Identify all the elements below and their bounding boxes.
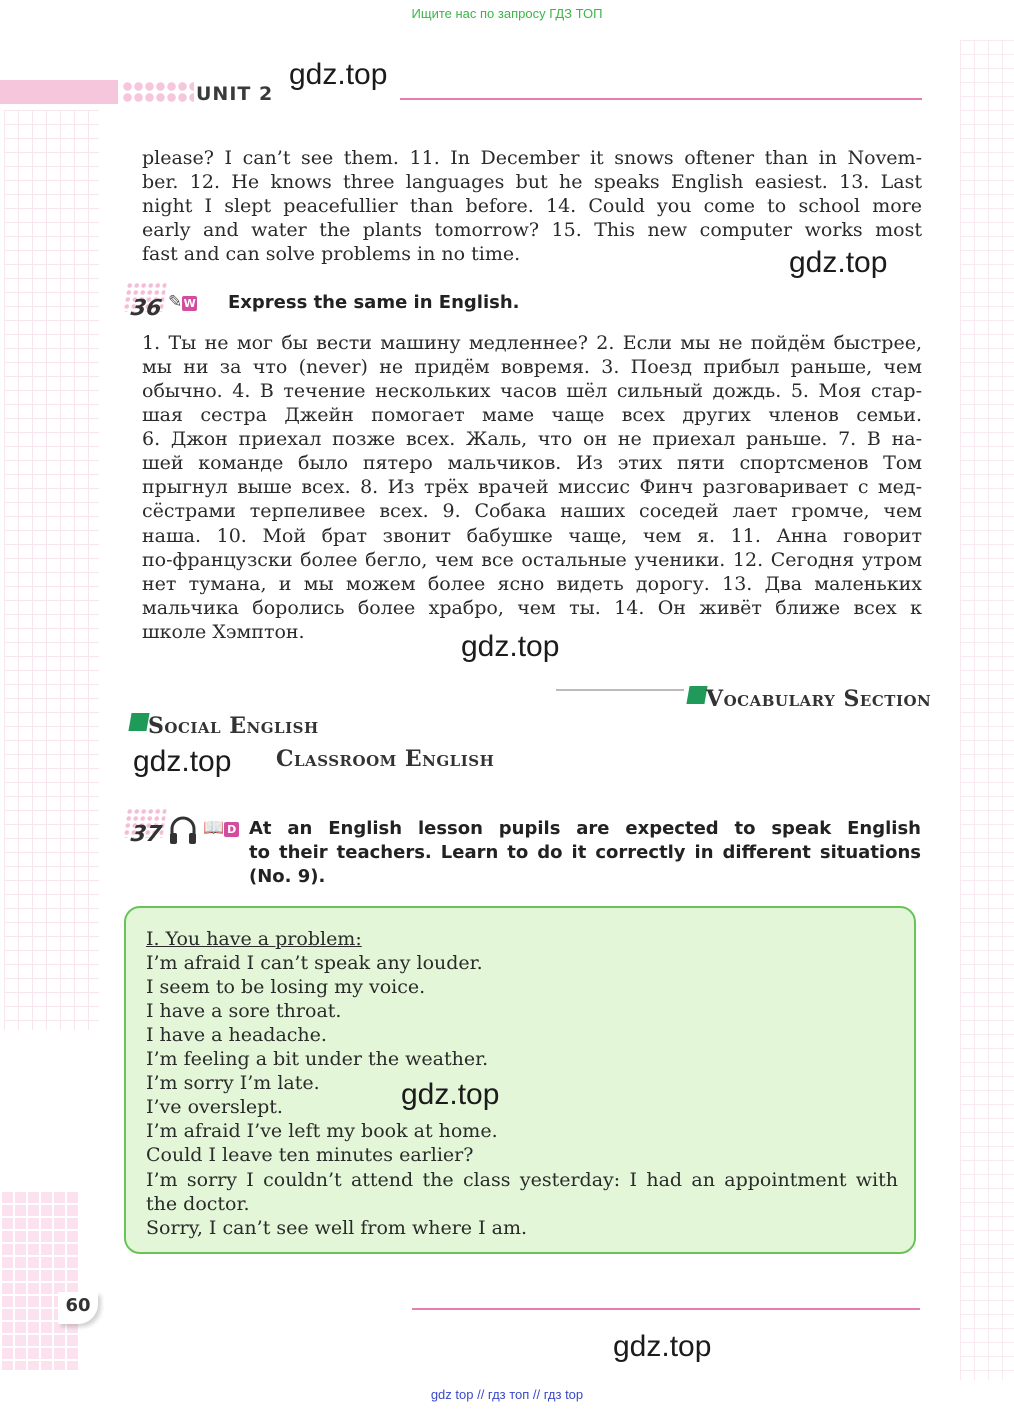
exercise-37-instruction: At an English lesson pupils are expected to speak English xyxy=(249,818,921,839)
phrase-item: I seem to be losing my voice. xyxy=(146,976,426,998)
workbook-badge-icon: W xyxy=(183,297,196,310)
phrase-item: I have a sore throat. xyxy=(146,1000,342,1022)
unit-label: UNIT 2 xyxy=(196,83,274,105)
header-rule xyxy=(400,98,922,100)
phrase-item: I’m sorry I couldn’t attend the class yesterday: I had an appointment with xyxy=(146,1169,898,1191)
exercise-36-line: шей команде было пятеро мальчиков. Из этих пяти спортсменов Том xyxy=(142,452,922,474)
continuation-line: ber. 12. He knows three languages but he speaks English easiest. 13. Last xyxy=(142,171,922,193)
exercise-36-line: обычно. 4. В течение нескольких часов шёл сильный дождь. 5. Моя стар- xyxy=(142,380,922,402)
exercise-36-line: сёстрами терпеливее всех. 9. Собака наших соседей лает громче, чем xyxy=(142,500,922,522)
header-pink-bar xyxy=(0,80,118,104)
phrase-item: I’m feeling a bit under the weather. xyxy=(146,1048,489,1070)
exercise-36-line: наша. 10. Мой брат звонит бабушке чаще, чем я. 11. Анна говорит xyxy=(142,525,922,547)
exercise-36-line: прыгнул выше всех. 8. Из трёх врачей миссис Финч разговаривает с мед- xyxy=(142,476,922,498)
exercise-37-number: 37 xyxy=(129,822,164,847)
phrase-item: I’m sorry I’m late. xyxy=(146,1072,320,1094)
watermark: gdz.top xyxy=(289,58,388,91)
phrase-item: I have a headache. xyxy=(146,1024,327,1046)
page-number: 60 xyxy=(58,1292,98,1324)
footer-links: gdz top // гдз топ // гдз top xyxy=(430,1387,584,1402)
header-dot-pattern xyxy=(122,81,194,103)
exercise-36-line: нет тумана, и мы можем более ясно видеть дорогу. 13. Два маленьких xyxy=(142,573,922,595)
reader-badge-icon: D xyxy=(224,822,239,837)
continuation-line: fast and can solve problems in no time. xyxy=(142,243,521,265)
vocabulary-marker-icon xyxy=(686,686,707,704)
watermark: gdz.top xyxy=(789,246,888,279)
watermark: gdz.top xyxy=(401,1078,500,1111)
pencil-icon: ✎W xyxy=(168,292,196,312)
watermark: gdz.top xyxy=(133,745,232,778)
vocabulary-section-title: Vocabulary Section xyxy=(706,686,932,712)
phrase-item: Sorry, I can’t see well from where I am. xyxy=(146,1217,528,1239)
continuation-line: please? I can’t see them. 11. In December it snows oftener than in Novem- xyxy=(142,147,922,169)
exercise-36-line: по-французски более бегло, чем все остальные ученики. 12. Сегодня утром xyxy=(142,549,922,571)
exercise-36-line: мы ни за что (never) не придём вовремя. 3. Поезд прибыл раньше, чем xyxy=(142,356,922,378)
exercise-37-instruction: to their teachers. Learn to do it correctly in different situations xyxy=(249,842,921,863)
watermark: gdz.top xyxy=(613,1330,712,1363)
book-icon: 📖 D xyxy=(203,818,239,838)
watermark: gdz.top xyxy=(461,630,560,663)
left-decorative-pattern xyxy=(4,110,99,1030)
classroom-english-title: Classroom English xyxy=(276,746,495,772)
exercise-36-line: мальчика боролись более храбро, чем ты. 14. Он живёт ближе всех к xyxy=(142,597,922,619)
continuation-line: night I slept peacefullier than before. 14. Could you come to school more xyxy=(142,195,922,217)
exercise-36-line: шая сестра Джейн помогает маме чаще всех других членов семьи. xyxy=(142,404,922,426)
bottom-left-grid-pattern xyxy=(0,1190,80,1370)
phrase-item: I’m afraid I can’t speak any louder. xyxy=(146,952,483,974)
exercise-37-instruction: (No. 9). xyxy=(249,866,326,887)
social-english-title: Social English xyxy=(148,713,319,739)
exercise-36-instruction: Express the same in English. xyxy=(228,292,520,313)
exercise-36-line: школе Хэмптон. xyxy=(142,621,305,643)
continuation-line: early and water the plants tomorrow? 15. This new computer works most xyxy=(142,219,922,241)
phrase-item: the doctor. xyxy=(146,1193,250,1215)
phrase-item: I’m afraid I’ve left my book at home. xyxy=(146,1120,498,1142)
phrase-item: Could I leave ten minutes earlier? xyxy=(146,1144,474,1166)
right-decorative-pattern xyxy=(960,40,1014,1380)
top-search-note: Ищите нас по запросу ГДЗ ТОП xyxy=(411,6,603,21)
exercise-36-line: 1. Ты не мог бы вести машину медленнее? 2. Если мы не пойдём быстрее, xyxy=(142,332,922,354)
exercise-36-number: 36 xyxy=(129,296,164,321)
exercise-36-line: 6. Джон приехал позже всех. Жаль, что он не приехал раньше. 7. В на- xyxy=(142,428,922,450)
phrase-item: I’ve overslept. xyxy=(146,1096,283,1118)
footer-rule xyxy=(412,1308,920,1310)
headphones-icon xyxy=(168,815,198,847)
phrase-box-heading: I. You have a problem: xyxy=(146,928,362,950)
vocabulary-rule xyxy=(556,689,684,691)
social-marker-icon xyxy=(128,713,149,731)
